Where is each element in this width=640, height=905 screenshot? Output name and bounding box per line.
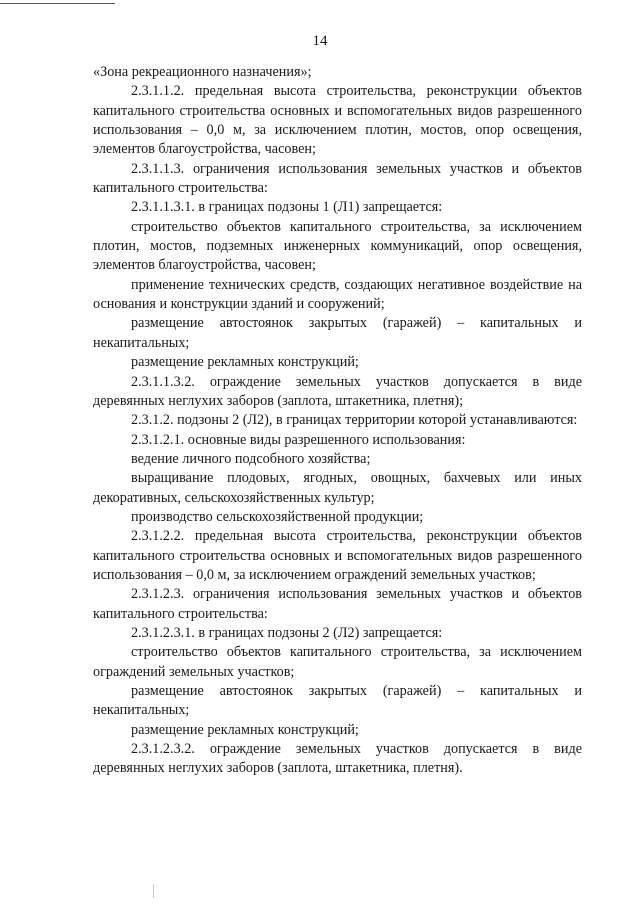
paragraph-16: 2.3.1.2.3. ограничения использования земельных участков и объектов капитального строительства: [93, 586, 582, 622]
paragraph-18: строительство объектов капитального строительства, за исключением ограждений земельных участков; [93, 644, 582, 680]
paragraph-21: 2.3.1.2.3.2. ограждение земельных участков допускается в виде деревянных неглухих заборов (заплота, штакетника, плетня). [93, 741, 582, 777]
paragraph-2: 2.3.1.1.2. предельная высота строительства, реконструкции объектов капитального строительства основных и вспомогательных видов разрешенного использования – 0,0 м, за исключением плотин, мостов, опор освещения, элементов благоустройства, часовен; [93, 83, 582, 158]
paragraph-12: ведение личного подсобного хозяйства; [131, 450, 371, 467]
paragraph-6: применение технических средств, создающих негативное воздействие на основания и конструкции зданий и сооружений; [93, 276, 582, 313]
paragraph-3: 2.3.1.1.3. ограничения использования земельных участков и объектов капитального строительства: [93, 160, 582, 197]
top-rule [0, 3, 115, 4]
paragraph-13: выращивание плодовых, ягодных, овощных, бахчевых или иных декоративных, сельскохозяйственных культур; [93, 470, 582, 506]
paragraph-8: размещение рекламных конструкций; [131, 354, 359, 371]
document-body [93, 63, 582, 779]
paragraph-15: 2.3.1.2.2. предельная высота строительства, реконструкции объектов капитального строительства основных и вспомогательных видов разрешенного использования – 0,0 м, за исключением ограждений земельных участков; [93, 528, 582, 583]
scan-artifact-line [153, 884, 154, 898]
paragraph-9: 2.3.1.1.3.2. ограждение земельных участков допускается в виде деревянных неглухих заборов (заплота, штакетника, плетня); [93, 373, 582, 409]
paragraph-1: «Зона рекреационного назначения»; [93, 64, 312, 80]
paragraph-20: размещение рекламных конструкций; [131, 721, 359, 738]
page-number: 14 [312, 33, 328, 49]
paragraph-19: размещение автостоянок закрытых (гаражей) – капитальных и некапитальных; [93, 683, 582, 719]
paragraph-14: производство сельскохозяйственной продукции; [131, 508, 424, 525]
paragraph-17: 2.3.1.2.3.1. в границах подзоны 2 (Л2) запрещается: [131, 624, 443, 641]
paragraph-10: 2.3.1.2. подзоны 2 (Л2), в границах территории которой устанавливаются: [131, 412, 578, 429]
paragraph-11: 2.3.1.2.1. основные виды разрешенного использования: [131, 431, 466, 448]
paragraph-7: размещение автостоянок закрытых (гаражей) – капитальных и некапитальных; [93, 315, 582, 351]
paragraph-4: 2.3.1.1.3.1. в границах подзоны 1 (Л1) запрещается: [131, 199, 443, 216]
paragraph-5: строительство объектов капитального строительства, за исключением плотин, мостов, подземных инженерных коммуникаций, опор освещения, элементов благоустройства, часовен; [93, 218, 582, 274]
